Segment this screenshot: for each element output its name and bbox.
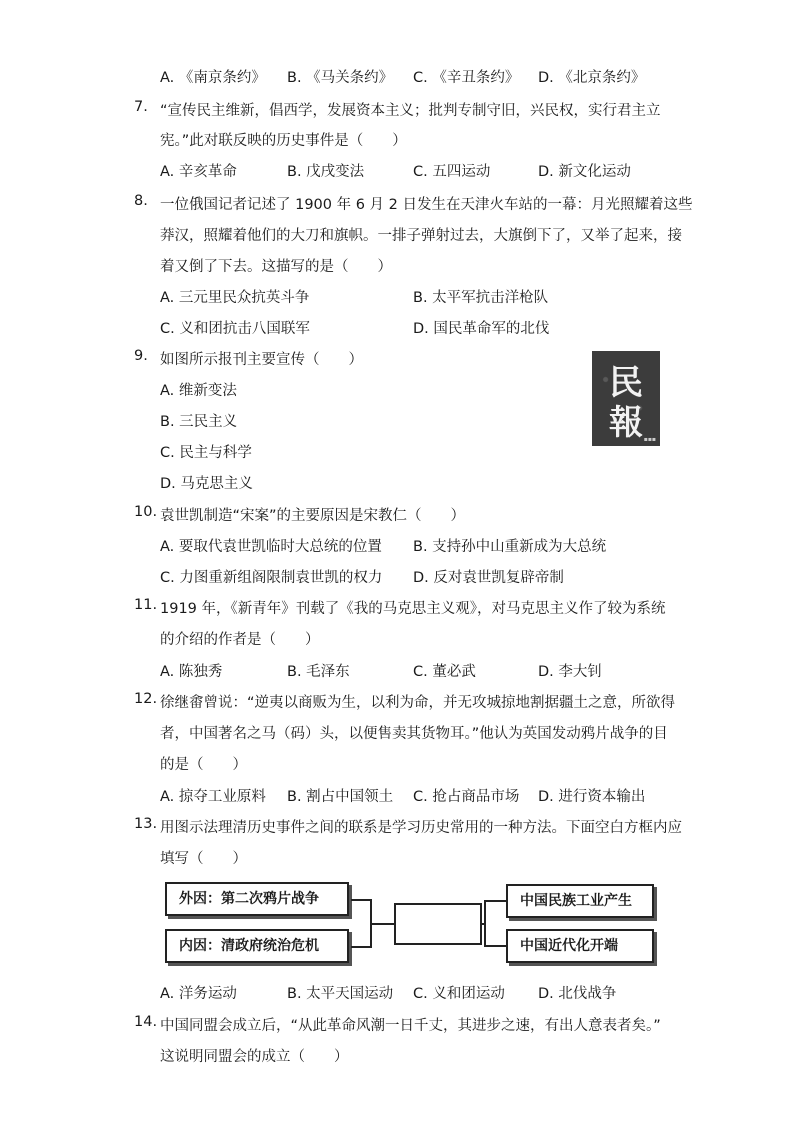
result-top-box: 中国民族工业产生 (506, 884, 654, 918)
result-bottom-box: 中国近代化开端 (506, 929, 654, 963)
q7-option-b: B. 戊戌变法 (287, 164, 365, 180)
newspaper-masthead-image (592, 351, 660, 446)
connector-line (351, 946, 371, 948)
question-text: 这说明同盟会的成立（ ） (160, 1049, 349, 1065)
q12-option-a: A. 掠夺工业原料 (160, 789, 266, 805)
q9-option-d: D. 马克思主义 (160, 476, 253, 492)
question-number: 11. (134, 597, 158, 613)
connector-line (370, 923, 394, 925)
question-number: 9. (134, 348, 148, 364)
q8-option-c: C. 义和团抗击八国联军 (160, 321, 310, 337)
q6-option-d: D. 《北京条约》 (538, 70, 646, 86)
q6-option-b: B. 《马关条约》 (287, 70, 394, 86)
internal-cause-box: 内因：清政府统治危机 (165, 929, 349, 963)
question-number: 14. (134, 1014, 158, 1030)
q8-option-d: D. 国民革命军的北伐 (413, 321, 550, 337)
external-cause-box: 外因：第二次鸦片战争 (165, 882, 349, 916)
question-text: 宪。”此对联反映的历史事件是（ ） (160, 133, 407, 149)
connector-line (484, 945, 506, 947)
question-text: 用图示法理清历史事件之间的联系是学习历史常用的一种方法。下面空白方框内应 (160, 820, 682, 836)
q13-option-c: C. 义和团运动 (413, 986, 505, 1002)
q6-option-c: C. 《辛丑条约》 (413, 70, 520, 86)
masthead-small-print: ▪▪▪ (643, 436, 656, 443)
question-text: 袁世凯制造“宋案”的主要原因是宋教仁（ ） (160, 508, 466, 524)
blank-answer-box (394, 903, 482, 945)
q7-option-c: C. 五四运动 (413, 164, 491, 180)
q10-option-b: B. 支持孙中山重新成为大总统 (413, 539, 607, 555)
q12-option-c: C. 抢占商品市场 (413, 789, 520, 805)
question-text: 1919 年，《新青年》刊载了《我的马克思主义观》，对马克思主义作了较为系统 (160, 601, 666, 617)
q9-option-c: C. 民主与科学 (160, 445, 252, 461)
q7-option-a: A. 辛亥革命 (160, 164, 237, 180)
question-text: 的介绍的作者是（ ） (160, 632, 320, 648)
q10-option-c: C. 力图重新组阁限制袁世凯的权力 (160, 570, 383, 586)
q8-option-b: B. 太平军抗击洋枪队 (413, 290, 549, 306)
q10-option-d: D. 反对袁世凯复辟帝制 (413, 570, 564, 586)
masthead-char: 民 (609, 363, 643, 403)
q13-option-d: D. 北伐战争 (538, 986, 617, 1002)
q9-option-b: B. 三民主义 (160, 414, 238, 430)
question-text: “宣传民主维新，倡西学，发展资本主义；批判专制守旧，兴民权，实行君主立 (160, 103, 661, 119)
question-number: 8. (134, 193, 148, 209)
question-text: 如图所示报刊主要宣传（ ） (160, 352, 363, 368)
question-number: 10. (134, 504, 158, 520)
q13-option-a: A. 洋务运动 (160, 986, 237, 1002)
question-text: 莽汉，照耀着他们的大刀和旗帜。一排子弹射过去，大旗倒下了，又举了起来，接 (160, 228, 682, 244)
question-text: 的是（ ） (160, 757, 247, 773)
q11-option-a: A. 陈独秀 (160, 664, 223, 680)
connector-line (351, 899, 371, 901)
q7-option-d: D. 新文化运动 (538, 164, 631, 180)
question-number: 12. (134, 691, 158, 707)
q12-option-d: D. 进行资本输出 (538, 789, 646, 805)
q13-option-b: B. 太平天国运动 (287, 986, 394, 1002)
question-text: 填写（ ） (160, 851, 247, 867)
q11-option-d: D. 李大钊 (538, 664, 602, 680)
q12-option-b: B. 割占中国领土 (287, 789, 394, 805)
q11-option-c: C. 董必武 (413, 664, 476, 680)
q6-option-a: A. 《南京条约》 (160, 70, 266, 86)
question-number: 13. (134, 816, 158, 832)
masthead-char: 報 (609, 403, 643, 443)
q8-option-a: A. 三元里民众抗英斗争 (160, 290, 310, 306)
connector-line (482, 923, 486, 925)
question-number: 7. (134, 99, 148, 115)
question-text: 徐继畬曾说：“逆夷以商贩为生，以利为命，并无攻城掠地割据疆土之意，所欲得 (160, 695, 676, 711)
connector-line (484, 900, 506, 902)
q10-option-a: A. 要取代袁世凯临时大总统的位置 (160, 539, 382, 555)
q11-option-b: B. 毛泽东 (287, 664, 350, 680)
question-text: 一位俄国记者记述了 1900 年 6 月 2 日发生在天津火车站的一幕：月光照耀着这些 (160, 197, 693, 213)
question-text: 着又倒了下去。这描写的是（ ） (160, 259, 392, 275)
question-text: 者，中国著名之马（码）头，以便售卖其货物耳。”他认为英国发动鸦片战争的目 (160, 726, 668, 742)
question-text: 中国同盟会成立后，“从此革命风潮一日千丈，其进步之速，有出人意表者矣。” (160, 1018, 661, 1034)
q9-option-a: A. 维新变法 (160, 383, 237, 399)
